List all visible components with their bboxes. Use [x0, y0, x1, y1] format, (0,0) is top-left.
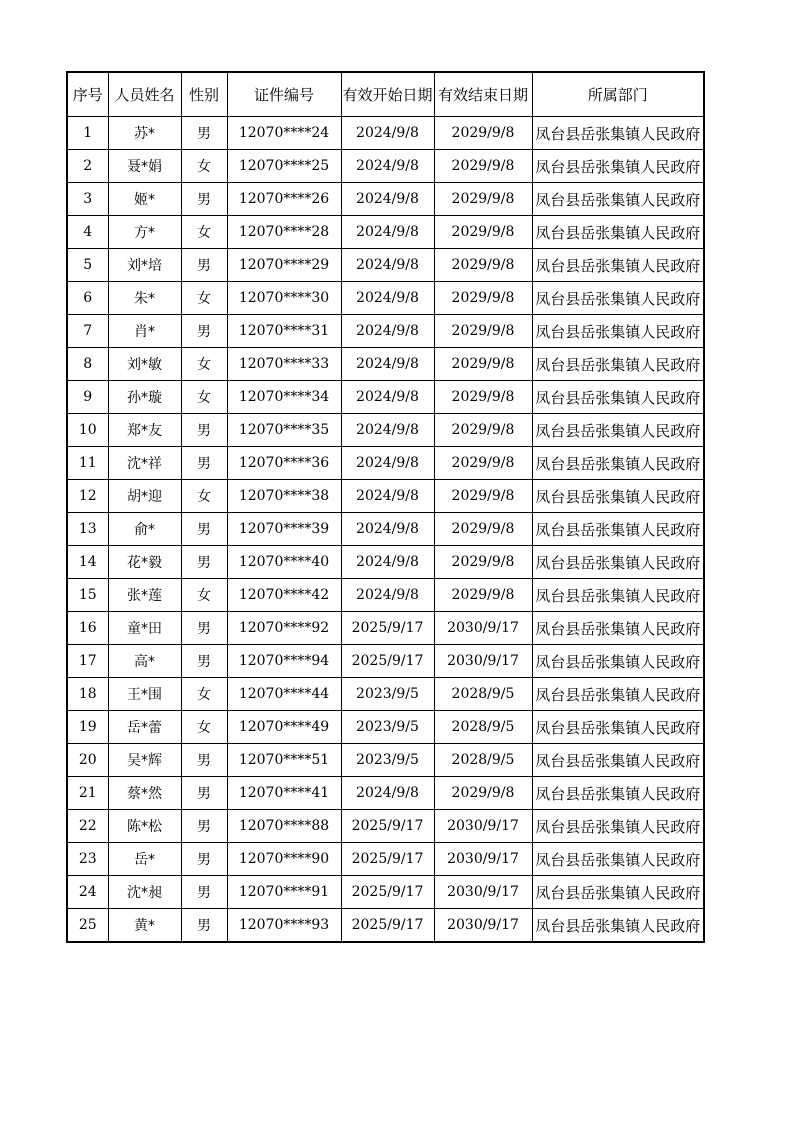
- cell-id-number: 12070****31: [227, 315, 341, 348]
- header-row: [67, 72, 704, 117]
- cell-start-date: 2025/9/17: [341, 843, 434, 876]
- table-row: [67, 810, 704, 843]
- table-row: [67, 117, 704, 150]
- cell-id-number: 12070****92: [227, 612, 341, 645]
- cell-start-date: 2024/9/8: [341, 315, 434, 348]
- table-row: [67, 150, 704, 183]
- roster-sheet: [66, 71, 705, 943]
- cell-department: 凤台县岳张集镇人民政府: [532, 645, 704, 678]
- cell-department: 凤台县岳张集镇人民政府: [532, 810, 704, 843]
- cell-department: 凤台县岳张集镇人民政府: [532, 678, 704, 711]
- cell-name: 方*: [108, 216, 181, 249]
- cell-start-date: 2024/9/8: [341, 777, 434, 810]
- cell-name: 姬*: [108, 183, 181, 216]
- table-row: [67, 546, 704, 579]
- cell-end-date: 2029/9/8: [434, 513, 532, 546]
- cell-end-date: 2029/9/8: [434, 183, 532, 216]
- table-row: [67, 249, 704, 282]
- cell-gender: 女: [181, 381, 227, 414]
- cell-name: 刘*敏: [108, 348, 181, 381]
- cell-id-number: 12070****94: [227, 645, 341, 678]
- cell-department: 凤台县岳张集镇人民政府: [532, 876, 704, 909]
- table-row: [67, 183, 704, 216]
- cell-index: 6: [67, 282, 108, 315]
- cell-start-date: 2024/9/8: [341, 348, 434, 381]
- cell-id-number: 12070****93: [227, 909, 341, 943]
- cell-index: 14: [67, 546, 108, 579]
- cell-start-date: 2024/9/8: [341, 414, 434, 447]
- table-row: [67, 282, 704, 315]
- cell-id-number: 12070****41: [227, 777, 341, 810]
- cell-end-date: 2028/9/5: [434, 711, 532, 744]
- table-row: [67, 909, 704, 943]
- cell-gender: 男: [181, 777, 227, 810]
- table-row: [67, 315, 704, 348]
- cell-name: 朱*: [108, 282, 181, 315]
- cell-end-date: 2029/9/8: [434, 480, 532, 513]
- cell-end-date: 2029/9/8: [434, 414, 532, 447]
- cell-index: 20: [67, 744, 108, 777]
- cell-gender: 男: [181, 909, 227, 943]
- cell-end-date: 2029/9/8: [434, 381, 532, 414]
- table-row: [67, 678, 704, 711]
- cell-department: 凤台县岳张集镇人民政府: [532, 513, 704, 546]
- cell-name: 苏*: [108, 117, 181, 150]
- cell-department: 凤台县岳张集镇人民政府: [532, 150, 704, 183]
- cell-start-date: 2024/9/8: [341, 447, 434, 480]
- cell-gender: 男: [181, 513, 227, 546]
- cell-id-number: 12070****36: [227, 447, 341, 480]
- cell-start-date: 2025/9/17: [341, 876, 434, 909]
- table-row: [67, 414, 704, 447]
- cell-id-number: 12070****91: [227, 876, 341, 909]
- cell-department: 凤台县岳张集镇人民政府: [532, 579, 704, 612]
- cell-id-number: 12070****51: [227, 744, 341, 777]
- cell-department: 凤台县岳张集镇人民政府: [532, 414, 704, 447]
- cell-start-date: 2024/9/8: [341, 546, 434, 579]
- cell-name: 沈*昶: [108, 876, 181, 909]
- cell-id-number: 12070****42: [227, 579, 341, 612]
- cell-gender: 女: [181, 711, 227, 744]
- table-row: [67, 744, 704, 777]
- cell-index: 2: [67, 150, 108, 183]
- cell-index: 23: [67, 843, 108, 876]
- cell-start-date: 2024/9/8: [341, 150, 434, 183]
- cell-end-date: 2029/9/8: [434, 579, 532, 612]
- cell-start-date: 2024/9/8: [341, 117, 434, 150]
- cell-id-number: 12070****33: [227, 348, 341, 381]
- cell-gender: 女: [181, 282, 227, 315]
- cell-id-number: 12070****40: [227, 546, 341, 579]
- cell-id-number: 12070****28: [227, 216, 341, 249]
- cell-gender: 男: [181, 810, 227, 843]
- table-header: [67, 72, 704, 117]
- cell-name: 童*田: [108, 612, 181, 645]
- cell-start-date: 2024/9/8: [341, 183, 434, 216]
- cell-id-number: 12070****34: [227, 381, 341, 414]
- table-row: [67, 348, 704, 381]
- cell-index: 19: [67, 711, 108, 744]
- cell-department: 凤台县岳张集镇人民政府: [532, 777, 704, 810]
- table-row: [67, 645, 704, 678]
- cell-start-date: 2023/9/5: [341, 711, 434, 744]
- cell-index: 10: [67, 414, 108, 447]
- cell-id-number: 12070****49: [227, 711, 341, 744]
- cell-index: 22: [67, 810, 108, 843]
- cell-gender: 男: [181, 843, 227, 876]
- cell-name: 张*莲: [108, 579, 181, 612]
- table-row: [67, 777, 704, 810]
- cell-id-number: 12070****24: [227, 117, 341, 150]
- cell-name: 肖*: [108, 315, 181, 348]
- cell-department: 凤台县岳张集镇人民政府: [532, 711, 704, 744]
- cell-end-date: 2030/9/17: [434, 909, 532, 943]
- column-header-id-number: 证件编号: [227, 72, 341, 117]
- cell-index: 12: [67, 480, 108, 513]
- cell-start-date: 2024/9/8: [341, 282, 434, 315]
- cell-end-date: 2029/9/8: [434, 546, 532, 579]
- cell-department: 凤台县岳张集镇人民政府: [532, 909, 704, 943]
- cell-index: 17: [67, 645, 108, 678]
- cell-index: 3: [67, 183, 108, 216]
- cell-index: 7: [67, 315, 108, 348]
- cell-gender: 女: [181, 150, 227, 183]
- personnel-table: [66, 71, 705, 943]
- cell-start-date: 2024/9/8: [341, 579, 434, 612]
- cell-id-number: 12070****30: [227, 282, 341, 315]
- cell-end-date: 2029/9/8: [434, 447, 532, 480]
- cell-gender: 女: [181, 579, 227, 612]
- cell-department: 凤台县岳张集镇人民政府: [532, 447, 704, 480]
- cell-gender: 女: [181, 480, 227, 513]
- cell-end-date: 2030/9/17: [434, 612, 532, 645]
- cell-gender: 男: [181, 546, 227, 579]
- cell-name: 刘*培: [108, 249, 181, 282]
- table-row: [67, 579, 704, 612]
- cell-end-date: 2028/9/5: [434, 678, 532, 711]
- cell-id-number: 12070****39: [227, 513, 341, 546]
- cell-index: 11: [67, 447, 108, 480]
- cell-gender: 女: [181, 216, 227, 249]
- cell-index: 5: [67, 249, 108, 282]
- cell-name: 花*毅: [108, 546, 181, 579]
- cell-id-number: 12070****25: [227, 150, 341, 183]
- cell-index: 15: [67, 579, 108, 612]
- table-row: [67, 876, 704, 909]
- cell-department: 凤台县岳张集镇人民政府: [532, 282, 704, 315]
- cell-department: 凤台县岳张集镇人民政府: [532, 315, 704, 348]
- cell-index: 18: [67, 678, 108, 711]
- cell-index: 1: [67, 117, 108, 150]
- cell-index: 13: [67, 513, 108, 546]
- cell-end-date: 2030/9/17: [434, 876, 532, 909]
- cell-index: 9: [67, 381, 108, 414]
- cell-gender: 男: [181, 744, 227, 777]
- column-header-end-date: 有效结束日期: [434, 72, 532, 117]
- cell-id-number: 12070****35: [227, 414, 341, 447]
- cell-index: 8: [67, 348, 108, 381]
- cell-name: 聂*娟: [108, 150, 181, 183]
- cell-department: 凤台县岳张集镇人民政府: [532, 348, 704, 381]
- cell-gender: 女: [181, 678, 227, 711]
- cell-department: 凤台县岳张集镇人民政府: [532, 381, 704, 414]
- cell-end-date: 2028/9/5: [434, 744, 532, 777]
- cell-start-date: 2025/9/17: [341, 909, 434, 943]
- cell-id-number: 12070****88: [227, 810, 341, 843]
- table-row: [67, 612, 704, 645]
- column-header-start-date: 有效开始日期: [341, 72, 434, 117]
- cell-name: 王*围: [108, 678, 181, 711]
- cell-department: 凤台县岳张集镇人民政府: [532, 546, 704, 579]
- cell-gender: 男: [181, 249, 227, 282]
- cell-gender: 男: [181, 117, 227, 150]
- cell-id-number: 12070****29: [227, 249, 341, 282]
- cell-end-date: 2029/9/8: [434, 150, 532, 183]
- cell-id-number: 12070****44: [227, 678, 341, 711]
- cell-id-number: 12070****90: [227, 843, 341, 876]
- table-row: [67, 513, 704, 546]
- table-row: [67, 381, 704, 414]
- cell-gender: 男: [181, 315, 227, 348]
- cell-start-date: 2024/9/8: [341, 249, 434, 282]
- cell-department: 凤台县岳张集镇人民政府: [532, 612, 704, 645]
- cell-name: 孙*璇: [108, 381, 181, 414]
- cell-department: 凤台县岳张集镇人民政府: [532, 744, 704, 777]
- cell-name: 胡*迎: [108, 480, 181, 513]
- cell-department: 凤台县岳张集镇人民政府: [532, 216, 704, 249]
- cell-gender: 女: [181, 348, 227, 381]
- cell-start-date: 2023/9/5: [341, 678, 434, 711]
- table-body: [67, 117, 704, 943]
- column-header-name: 人员姓名: [108, 72, 181, 117]
- cell-department: 凤台县岳张集镇人民政府: [532, 480, 704, 513]
- cell-name: 蔡*然: [108, 777, 181, 810]
- cell-name: 吴*辉: [108, 744, 181, 777]
- cell-name: 高*: [108, 645, 181, 678]
- cell-start-date: 2024/9/8: [341, 216, 434, 249]
- table-row: [67, 480, 704, 513]
- cell-gender: 男: [181, 447, 227, 480]
- cell-end-date: 2030/9/17: [434, 645, 532, 678]
- cell-name: 郑*友: [108, 414, 181, 447]
- cell-index: 21: [67, 777, 108, 810]
- cell-gender: 男: [181, 876, 227, 909]
- cell-start-date: 2024/9/8: [341, 480, 434, 513]
- cell-start-date: 2025/9/17: [341, 810, 434, 843]
- cell-end-date: 2029/9/8: [434, 315, 532, 348]
- cell-id-number: 12070****26: [227, 183, 341, 216]
- cell-gender: 男: [181, 645, 227, 678]
- cell-start-date: 2025/9/17: [341, 612, 434, 645]
- cell-index: 16: [67, 612, 108, 645]
- cell-index: 25: [67, 909, 108, 943]
- cell-start-date: 2024/9/8: [341, 513, 434, 546]
- cell-name: 黄*: [108, 909, 181, 943]
- cell-end-date: 2030/9/17: [434, 843, 532, 876]
- cell-name: 岳*蕾: [108, 711, 181, 744]
- cell-index: 24: [67, 876, 108, 909]
- cell-end-date: 2030/9/17: [434, 810, 532, 843]
- cell-end-date: 2029/9/8: [434, 348, 532, 381]
- cell-department: 凤台县岳张集镇人民政府: [532, 183, 704, 216]
- table-row: [67, 711, 704, 744]
- cell-end-date: 2029/9/8: [434, 282, 532, 315]
- cell-name: 沈*祥: [108, 447, 181, 480]
- cell-start-date: 2023/9/5: [341, 744, 434, 777]
- column-header-index: 序号: [67, 72, 108, 117]
- cell-name: 陈*松: [108, 810, 181, 843]
- cell-start-date: 2024/9/8: [341, 381, 434, 414]
- table-row: [67, 843, 704, 876]
- cell-gender: 男: [181, 414, 227, 447]
- cell-department: 凤台县岳张集镇人民政府: [532, 117, 704, 150]
- cell-end-date: 2029/9/8: [434, 777, 532, 810]
- cell-department: 凤台县岳张集镇人民政府: [532, 249, 704, 282]
- cell-index: 4: [67, 216, 108, 249]
- table-row: [67, 447, 704, 480]
- cell-name: 岳*: [108, 843, 181, 876]
- cell-end-date: 2029/9/8: [434, 249, 532, 282]
- cell-gender: 男: [181, 612, 227, 645]
- cell-gender: 男: [181, 183, 227, 216]
- cell-start-date: 2025/9/17: [341, 645, 434, 678]
- cell-name: 俞*: [108, 513, 181, 546]
- cell-end-date: 2029/9/8: [434, 117, 532, 150]
- cell-end-date: 2029/9/8: [434, 216, 532, 249]
- cell-department: 凤台县岳张集镇人民政府: [532, 843, 704, 876]
- cell-id-number: 12070****38: [227, 480, 341, 513]
- column-header-department: 所属部门: [532, 72, 704, 117]
- table-row: [67, 216, 704, 249]
- column-header-gender: 性别: [181, 72, 227, 117]
